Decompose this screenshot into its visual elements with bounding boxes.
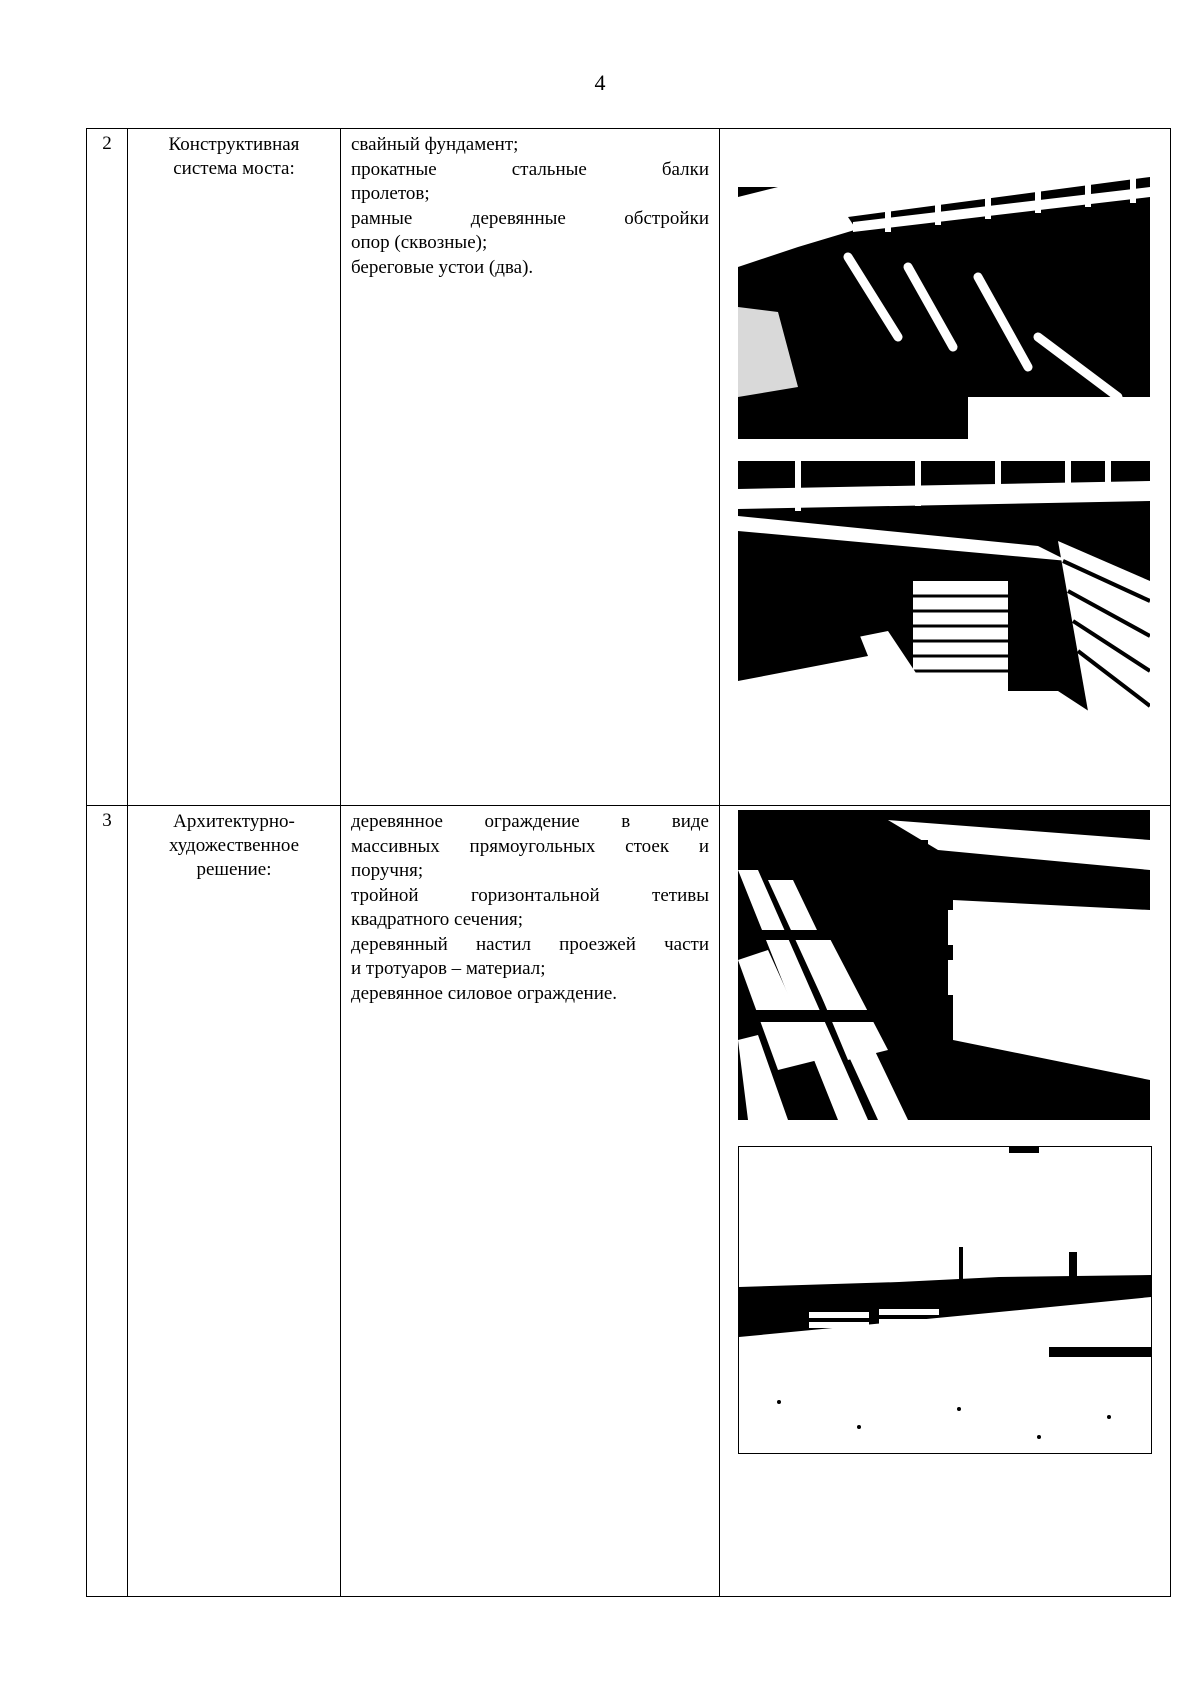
photo-railing-closeup: [738, 810, 1150, 1120]
table-row: [87, 129, 1171, 806]
photo-bridge-deck-panorama: [738, 1146, 1152, 1454]
description-line: и тротуаров – материал;: [351, 958, 546, 979]
description-line: массивных прямоугольных стоек и: [351, 835, 709, 857]
description-line: деревянное ограждение в виде: [351, 811, 709, 832]
description-line: тройной горизонтальной тетивы: [351, 884, 709, 906]
description-line: рамные деревянные обстройки: [351, 207, 709, 229]
description-line: деревянное силовое ограждение.: [351, 982, 618, 1004]
row-title-line: художественное: [168, 835, 300, 856]
table-row: [87, 806, 1171, 1597]
photo-bridge-side-view: [738, 137, 1150, 439]
row-title-line: решение:: [196, 859, 272, 880]
row-title-line: Конструктивная: [168, 134, 300, 155]
photo-bridge-underside: [738, 461, 1150, 793]
row-number: 3: [87, 806, 128, 1597]
row-title: [128, 806, 341, 1597]
description-line: деревянный настил проезжей части: [351, 933, 709, 955]
row-description: [341, 806, 720, 1597]
description-line: береговые устои (два).: [351, 256, 534, 278]
row-title-line: Архитектурно-: [173, 811, 295, 832]
description-line: свайный фундамент;: [351, 134, 519, 155]
description-line: квадратного сечения;: [351, 909, 524, 930]
row-title: [128, 129, 341, 806]
description-line: прокатные стальные балки: [351, 158, 709, 180]
description-table: [86, 128, 1171, 1597]
row-number: 2: [87, 129, 128, 806]
description-line: поручня;: [351, 860, 424, 881]
description-line: опор (сквозные);: [351, 232, 488, 253]
row-description: [341, 129, 720, 806]
photo-cell: [720, 806, 1171, 1597]
description-line: пролетов;: [351, 183, 430, 204]
page-number: 4: [594, 70, 606, 95]
row-title-line: система моста:: [173, 158, 295, 179]
photo-cell: [720, 129, 1171, 806]
